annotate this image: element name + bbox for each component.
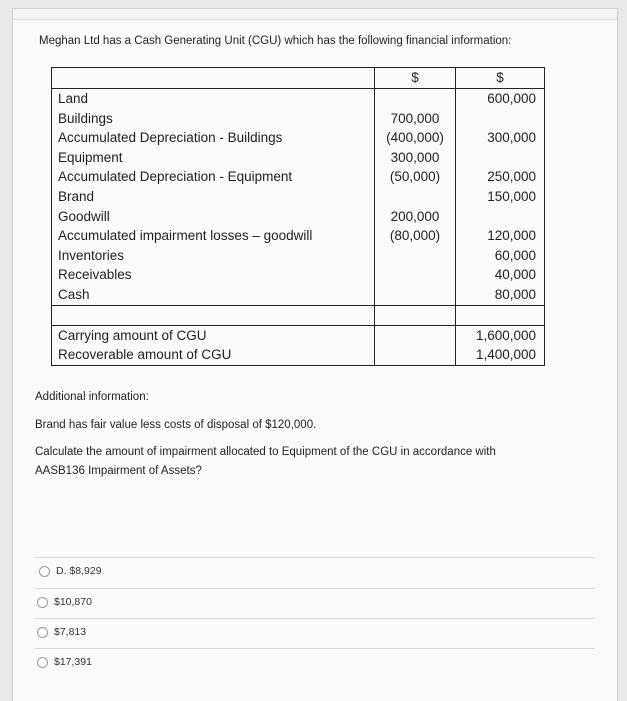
label-inventories: Inventories (58, 247, 125, 263)
divider (35, 588, 595, 589)
option-label: $10,870 (54, 596, 92, 608)
recoverable-amount-value: 1,400,000 (475, 347, 536, 363)
label-recoverable-amount: Recoverable amount of CGU (58, 347, 232, 363)
net-value: 40,000 (494, 267, 536, 283)
net-value (456, 148, 544, 168)
option-a[interactable] (37, 656, 92, 668)
detail-value: 300,000 (390, 149, 440, 165)
net-column (456, 89, 545, 306)
net-value: 300,000 (487, 130, 536, 146)
detail-value: 700,000 (390, 110, 440, 126)
label-brand: Brand (58, 188, 95, 204)
header-blank (52, 68, 375, 89)
label-accum-impairment-goodwill: Accumulated impairment losses – goodwill (58, 228, 313, 244)
spacer-cell (375, 305, 456, 325)
header-dollar-1: $ (375, 68, 456, 89)
additional-heading: Additional information: (35, 391, 149, 403)
detail-value: 200,000 (390, 208, 440, 224)
radio-button[interactable] (37, 597, 48, 608)
net-value (456, 207, 544, 227)
brand-note: Brand has fair value less costs of disposal of $120,000. (35, 419, 317, 431)
net-value: 60,000 (494, 247, 536, 263)
option-label: D. $8,929 (56, 565, 102, 577)
divider (35, 618, 595, 619)
divider (35, 557, 595, 558)
detail-value: (400,000) (386, 130, 444, 146)
label-accum-dep-buildings: Accumulated Depreciation - Buildings (58, 130, 283, 146)
table-header-row (52, 68, 545, 89)
detail-value (375, 285, 455, 305)
table-body-row (52, 89, 545, 306)
financial-table (51, 67, 545, 366)
question-intro: Meghan Ltd has a Cash Generating Unit (CGU) which has the following financial information: (39, 35, 512, 47)
totals-labels (52, 325, 375, 365)
detail-value (375, 187, 455, 207)
detail-value: (50,000) (389, 169, 441, 185)
net-value (456, 109, 544, 129)
totals-values (456, 325, 545, 365)
table-spacer-row (52, 305, 545, 325)
carrying-amount-value: 1,600,000 (475, 327, 536, 343)
option-label: $17,391 (54, 656, 92, 668)
label-receivables: Receivables (58, 267, 132, 283)
detail-column (375, 89, 456, 306)
label-cash: Cash (58, 286, 90, 302)
spacer-cell (52, 305, 375, 325)
label-carrying-amount: Carrying amount of CGU (58, 327, 207, 343)
label-equipment: Equipment (58, 149, 123, 165)
label-land: Land (58, 91, 89, 106)
radio-button[interactable] (37, 627, 48, 638)
option-label: $7,813 (54, 626, 87, 638)
option-d[interactable] (39, 565, 102, 577)
question-line-1: Calculate the amount of impairment allocated to Equipment of the CGU in accordance with (35, 446, 496, 458)
option-b[interactable] (37, 596, 92, 608)
net-value: 250,000 (487, 169, 536, 185)
detail-value (375, 246, 455, 266)
net-value: 150,000 (487, 188, 536, 204)
radio-button[interactable] (37, 657, 48, 668)
net-value: 80,000 (494, 286, 536, 302)
detail-value: (80,000) (389, 228, 441, 244)
spacer-cell (456, 305, 545, 325)
totals-blank (375, 325, 456, 365)
divider (35, 648, 595, 649)
question-card (12, 8, 618, 701)
labels-column (52, 89, 375, 306)
net-value: 600,000 (487, 91, 536, 106)
detail-value (375, 265, 455, 285)
detail-value (375, 89, 455, 109)
question-header (13, 9, 617, 20)
table-totals-row (52, 325, 545, 365)
radio-button[interactable] (39, 566, 50, 577)
label-goodwill: Goodwill (58, 208, 110, 224)
question-line-2: AASB136 Impairment of Assets? (35, 465, 202, 477)
label-accum-dep-equipment: Accumulated Depreciation - Equipment (58, 169, 293, 185)
label-buildings: Buildings (58, 110, 113, 126)
header-dollar-2: $ (456, 68, 545, 89)
option-c[interactable] (37, 626, 86, 638)
net-value: 120,000 (487, 228, 536, 244)
